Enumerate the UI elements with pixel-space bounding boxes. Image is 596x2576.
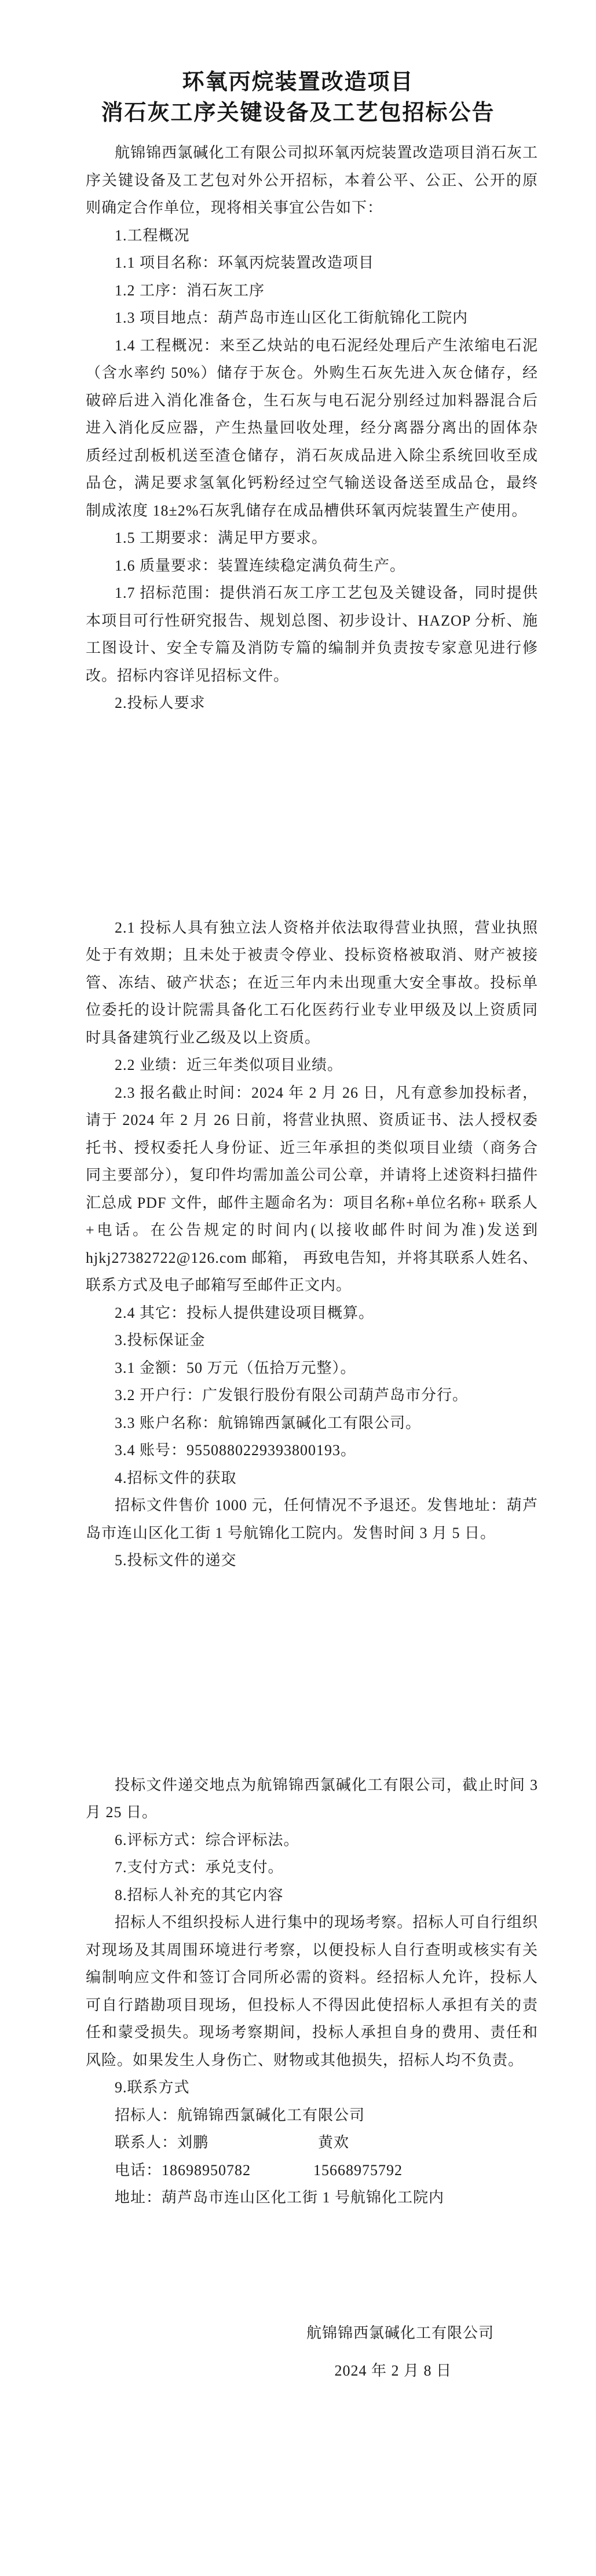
paragraph: 8.招标人补充的其它内容 — [115, 1886, 284, 1903]
paragraph: 2.2 业绩：近三年类似项目业绩。 — [115, 1057, 343, 1073]
paragraph: 2.3 报名截止时间：2024 年 2 月 26 日，凡有意参加投标者，请于 2024 年 2 月 26 日前，将营业执照、资质证书、法人授权委托书、授权委托人身份证、近三年承担的类似项目业绩（商务合同主要部分），复印件均需加盖公司公章，并请将上述资料扫描件汇总成 PDF 文件，邮件主题命名为：项目名称+单位名称+ 联系人+电话。在公告规定的时间内(以接收邮件时间为准)发送到 hjkj27382722@126.com 邮箱， 再致电告知，并将其联系人姓名、联系方式及电子邮箱写至邮件正文内。 — [86, 1084, 538, 1294]
paragraph: 1.2 工序：消石灰工序 — [115, 282, 265, 299]
paragraph: 电话：18698950782 15668975792 — [115, 2161, 403, 2179]
paragraph: 6.评标方式：综合评标法。 — [115, 1831, 299, 1848]
page-break-gap — [86, 1574, 538, 1771]
page-break-gap — [86, 717, 538, 914]
paragraph: 2.4 其它：投标人提供建设项目概算。 — [115, 1304, 375, 1321]
paragraph: 3.3 账户名称：航锦锦西氯碱化工有限公司。 — [115, 1414, 422, 1431]
paragraph: 3.2 开户行：广发银行股份有限公司葫芦岛市分行。 — [115, 1387, 469, 1404]
paragraph: 5.投标文件的递交 — [115, 1552, 237, 1569]
paragraph: 联系人：刘鹏 黄欢 — [115, 2134, 350, 2151]
paragraph: 1.5 工期要求：满足甲方要求。 — [115, 529, 328, 546]
title-line-2: 消石灰工序关键设备及工艺包招标公告 — [101, 101, 495, 125]
paragraph: 4.招标文件的获取 — [115, 1469, 237, 1486]
paragraph: 9.联系方式 — [115, 2079, 190, 2096]
paragraph: 航锦锦西氯碱化工有限公司拟环氧丙烷装置改造项目消石灰工序关键设备及工艺包对外公开招标，本着公平、公正、公开的原则确定合作单位，现将相关事宜公告如下： — [86, 144, 538, 216]
paragraph: 1.4 工程概况：来至乙炔站的电石泥经处理后产生浓缩电石泥（含水率约 50%）储存于灰仓。外购生石灰先进入灰仓储存，经破碎后进入消化准备仓，生石灰与电石泥分别经过加料器混合后进入消化反应器，产生热量回收处理，经分离器分离出的固体杂质经过刮板机送至渣仓储存，消石灰成品进入除尘系统回收至成品仓，满足要求氢氧化钙粉经过空气输送设备送至成品仓，最终制成浓度 18±2%石灰乳储存在成品槽供环氧丙烷装置生产使用。 — [86, 337, 538, 519]
paragraph: 1.7 招标范围：提供消石灰工序工艺包及关键设备，同时提供本项目可行性研究报告、规划总图、初步设计、HAZOP 分析、施工图设计、安全专篇及消防专篇的编制并负责按专家意见进行修改。招标内容详见招标文件。 — [86, 584, 538, 684]
document-body — [0, 129, 596, 2212]
paragraph: 1.3 项目地点：葫芦岛市连山区化工街航锦化工院内 — [115, 309, 469, 326]
paragraph: 2.1 投标人具有独立法人资格并依法取得营业执照，营业执照处于有效期；且未处于被责令停业、投标资格被取消、财产被接管、冻结、破产状态；在近三年内未出现重大安全事故。投标单位委托的设计院需具备化工石化医药行业专业甲级及以上资质同时具备建筑行业乙级及以上资质。 — [86, 919, 538, 1046]
paragraph: 1.6 质量要求：装置连续稳定满负荷生产。 — [115, 557, 406, 574]
paragraph: 3.投标保证金 — [115, 1332, 206, 1349]
title-line-1: 环氧丙烷装置改造项目 — [182, 70, 414, 94]
paragraph: 招标文件售价 1000 元，任何情况不予退还。发售地址：葫芦岛市连山区化工街 1 号航锦化工院内。发售时间 3 月 5 日。 — [86, 1497, 538, 1541]
paragraph: 7.支付方式：承兑支付。 — [115, 1859, 284, 1876]
paragraph: 地址：葫芦岛市连山区化工街 1 号航锦化工院内 — [115, 2189, 445, 2206]
paragraph: 招标人不组织投标人进行集中的现场考察。招标人可自行组织对现场及其周围环境进行考察，以便投标人自行查明或核实有关编制响应文件和签订合同所必需的资料。经招标人允许，投标人可自行踏勘项目现场，但投标人不得因此使招标人承担有关的责任和蒙受损失。现场考察期间，投标人承担自身的费用、责任和风险。如果发生人身伤亡、财物或其他损失，招标人均不负责。 — [86, 1914, 538, 2069]
paragraph: 1.工程概况 — [115, 226, 190, 244]
paragraph: 3.1 金额：50 万元（伍拾万元整）。 — [115, 1359, 356, 1376]
paragraph: 1.1 项目名称：环氧丙烷装置改造项目 — [115, 254, 375, 271]
paragraph: 招标人：航锦锦西氯碱化工有限公司 — [115, 2106, 365, 2124]
paragraph: 2.投标人要求 — [115, 695, 206, 711]
paragraph: 投标文件递交地点为航锦锦西氯碱化工有限公司，截止时间 3 月 25 日。 — [86, 1776, 538, 1821]
paragraph: 3.4 账号：9550880229393800193。 — [115, 1442, 357, 1459]
footer-company: 航锦锦西氯碱化工有限公司 — [306, 2324, 494, 2341]
document-title — [0, 0, 596, 129]
footer-date: 2024 年 2 月 8 日 — [334, 2362, 452, 2379]
